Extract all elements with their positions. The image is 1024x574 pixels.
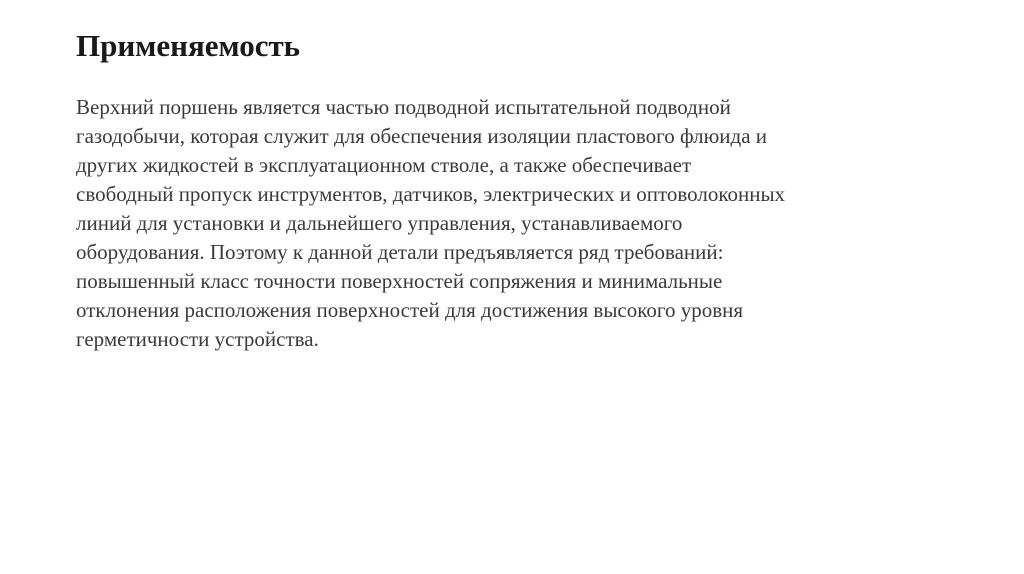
slide-body-text xyxy=(76,93,785,354)
body-line: Верхний поршень является частью подводной испытательной подводной xyxy=(76,95,731,119)
body-line: других жидкостей в эксплуатационном стволе, а также обеспечивает xyxy=(76,153,692,177)
body-line: оборудования. Поэтому к данной детали предъявляется ряд требований: xyxy=(76,240,724,264)
body-line: герметичности устройства. xyxy=(76,327,319,351)
body-line: свободный пропуск инструментов, датчиков, электрических и оптоволоконных xyxy=(76,182,786,206)
body-line: повышенный класс точности поверхностей сопряжения и минимальные xyxy=(76,269,723,293)
body-line: линий для установки и дальнейшего управления, устанавливаемого xyxy=(76,211,683,235)
body-line: газодобычи, которая служит для обеспечения изоляции пластового флюида и xyxy=(76,124,768,148)
slide-title: Применяемость xyxy=(76,28,301,63)
body-line: отклонения расположения поверхностей для достижения высокого уровня xyxy=(76,298,744,322)
